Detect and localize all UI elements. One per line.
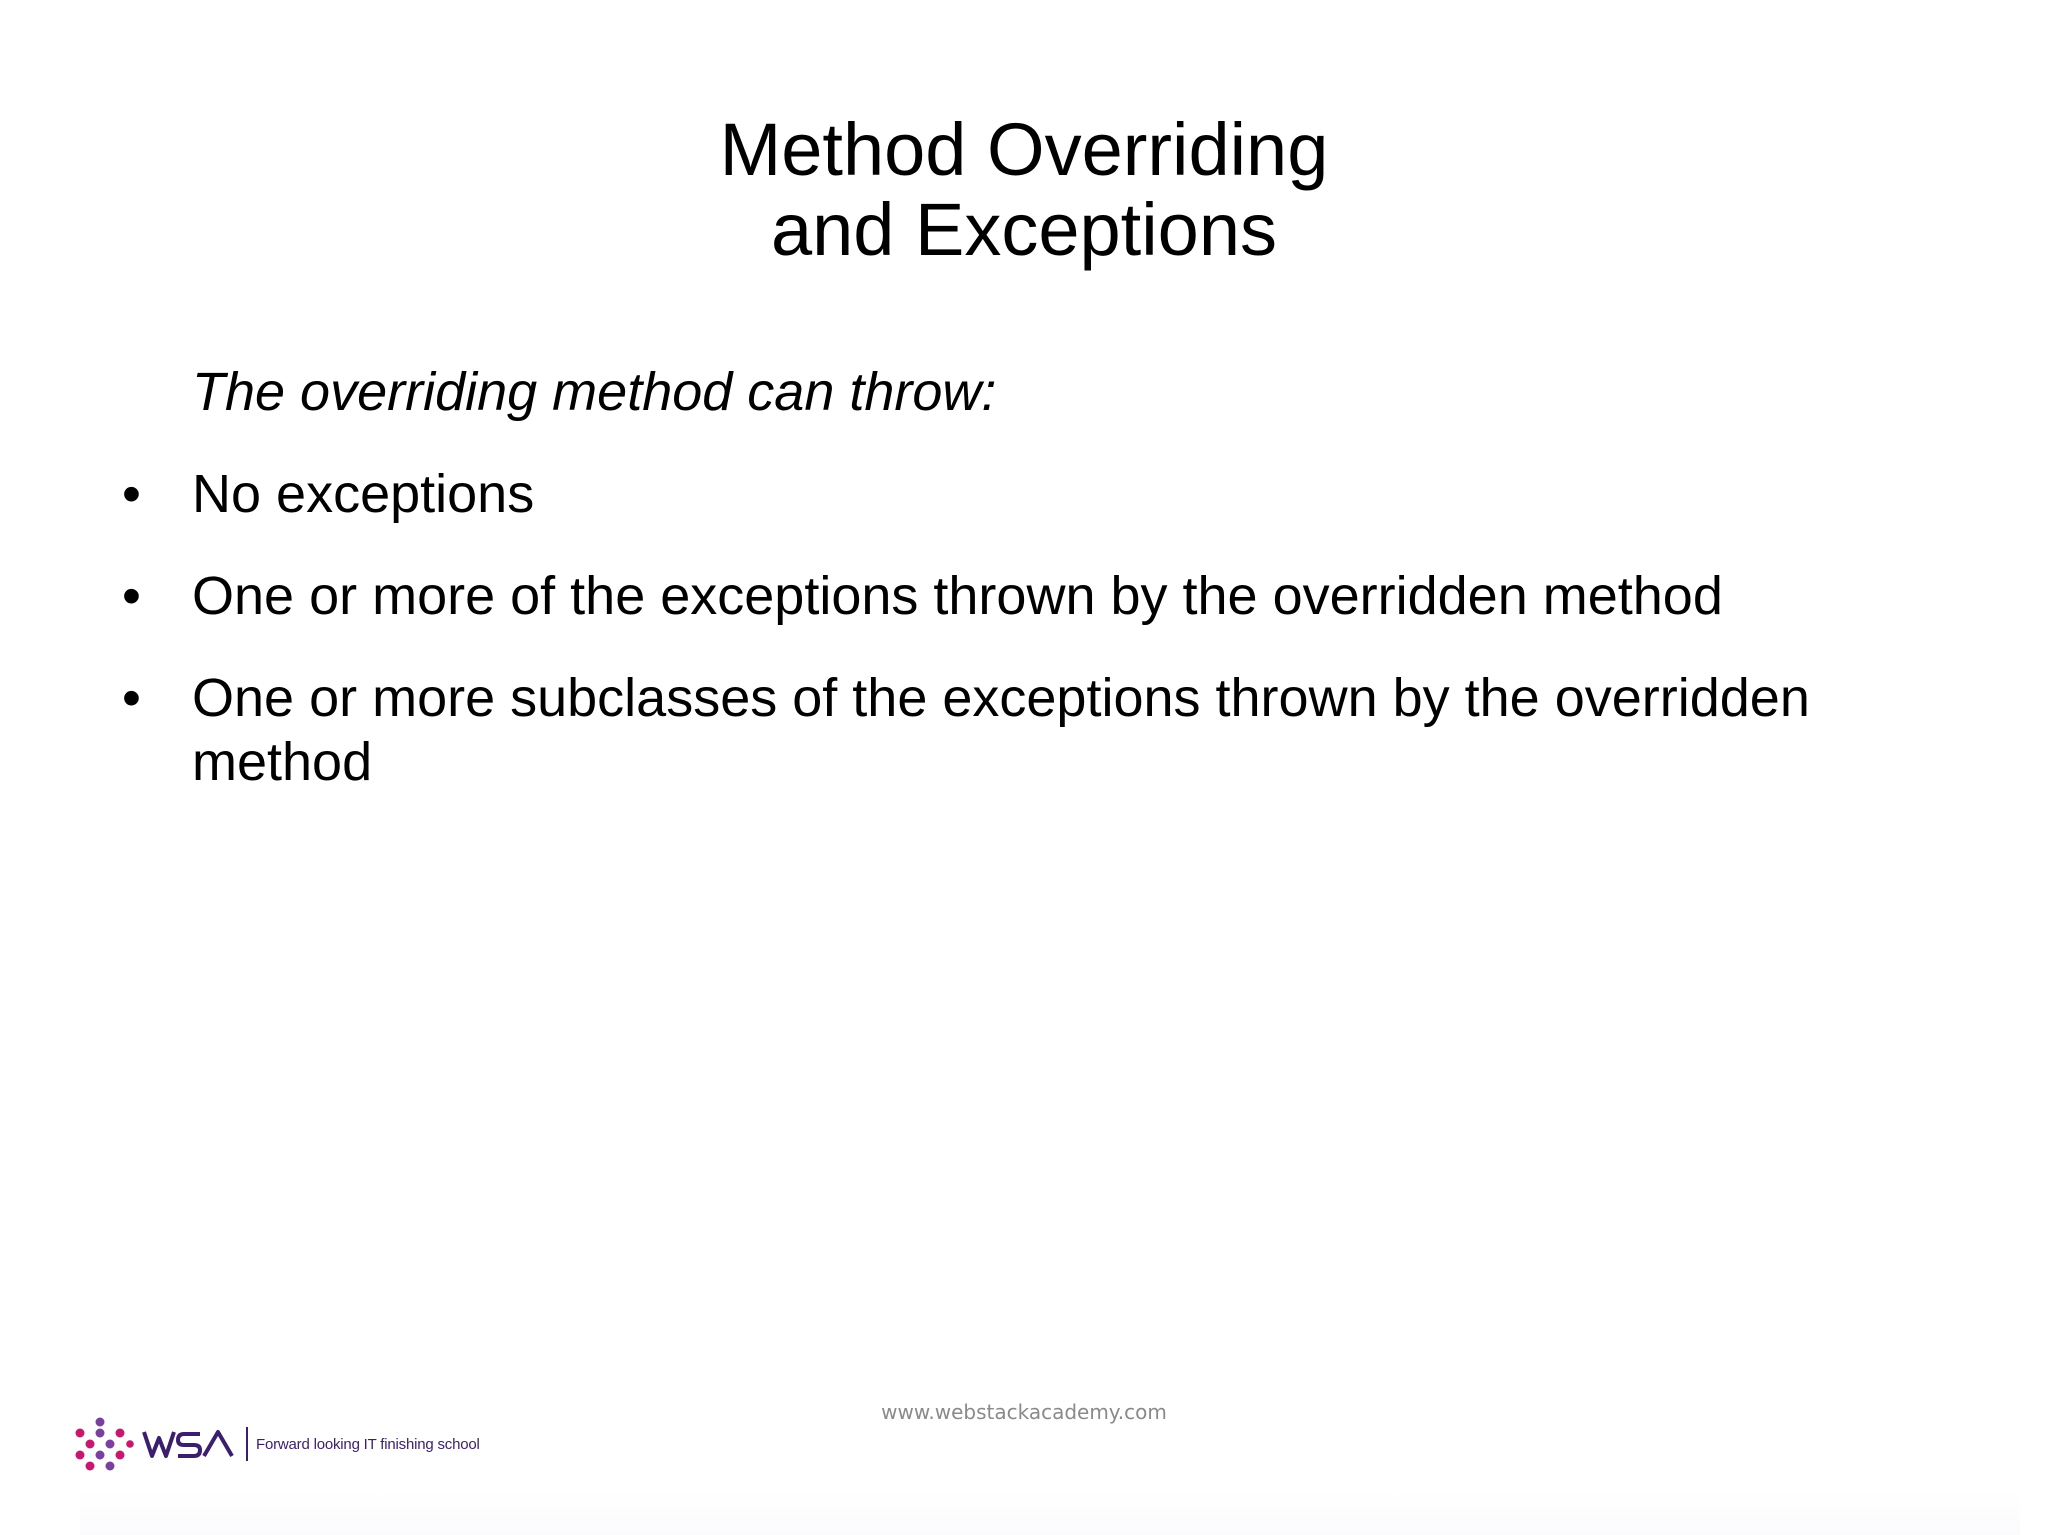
wsa-logo (74, 1416, 480, 1472)
bullet-dot-icon: • (122, 566, 141, 626)
bullet-text: One or more of the exceptions thrown by the overridden method (192, 566, 1723, 626)
bullet-text: One or more subclasses of the exceptions thrown by the overridden method (192, 668, 1810, 792)
bullet-item (116, 564, 1996, 628)
title-line-1: Method Overriding (719, 108, 1329, 191)
logo-tagline: Forward looking IT finishing school (256, 1435, 480, 1453)
bullet-item (116, 462, 1996, 526)
footer-band (80, 1490, 2020, 1535)
bullet-dot-icon: • (122, 668, 141, 728)
bullet-text: No exceptions (192, 464, 535, 524)
title-line-2: and Exceptions (770, 188, 1277, 271)
slide-body (116, 360, 1996, 832)
footer-url: www.webstackacademy.com (881, 1400, 1167, 1424)
slide-title (0, 110, 2048, 270)
bullet-item (116, 666, 1996, 794)
logo-divider (246, 1427, 248, 1461)
bullet-dot-icon: • (122, 464, 141, 524)
bullet-list (116, 462, 1996, 794)
intro-text: The overriding method can throw: (192, 362, 997, 422)
wsa-wordmark-icon (142, 1424, 238, 1464)
dot-grid-logo-icon (74, 1416, 134, 1472)
